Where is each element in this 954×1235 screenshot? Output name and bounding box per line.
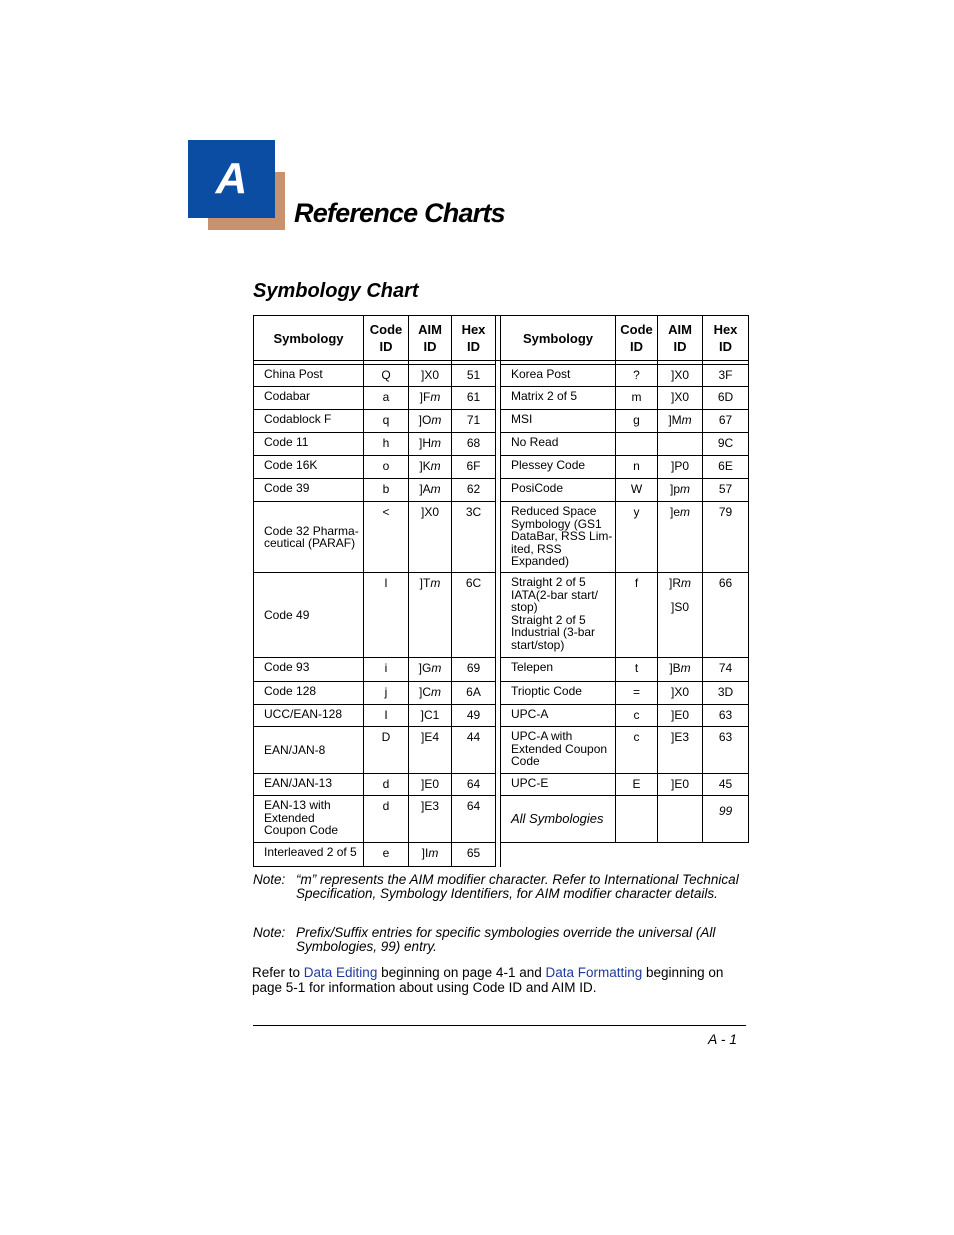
table-row	[254, 658, 749, 682]
aim-id: ]X0	[658, 365, 703, 387]
aim-id: ]X0	[409, 502, 452, 573]
aim-id: ]Om	[409, 410, 452, 433]
table-row	[254, 843, 749, 867]
table-row	[254, 774, 749, 796]
hex-id: 57	[703, 479, 749, 502]
aim-id: ]Tm	[409, 573, 452, 658]
code-id: n	[616, 456, 658, 479]
header-symbology-right: Symbology	[501, 316, 616, 361]
symbology-name-line: ited, RSS	[511, 541, 562, 556]
refer-paragraph	[252, 966, 752, 995]
aim-id: ]E4	[409, 727, 452, 774]
symbology-name: Code 16K	[254, 456, 364, 479]
symbology-name: UCC/EAN-128	[254, 705, 364, 727]
note-text: “m” represents the AIM modifier character. Refer to International Technical Specification, Symbology Identifiers, for AIM modifier character details.	[296, 872, 739, 901]
table-row	[254, 456, 749, 479]
symbology-name	[501, 573, 616, 658]
symbology-name: Code 128	[254, 682, 364, 705]
aim-id: ]C1	[409, 705, 452, 727]
table-row	[254, 502, 749, 573]
code-id: c	[616, 727, 658, 774]
symbology-name: MSI	[501, 410, 616, 433]
aim-modifier: m	[431, 685, 441, 699]
aim-id: ]E3	[409, 796, 452, 843]
code-id: I	[364, 705, 409, 727]
aim-id: ]E0	[658, 774, 703, 796]
code-id: Q	[364, 365, 409, 387]
header-aim-id-left: AIM ID	[409, 316, 452, 361]
symbology-name: Trioptic Code	[501, 682, 616, 705]
aim-id: ]X0	[409, 365, 452, 387]
symbology-name: PosiCode	[501, 479, 616, 502]
hex-id: 66	[703, 573, 749, 658]
code-id: q	[364, 410, 409, 433]
aim-id	[658, 796, 703, 843]
refer-text-1: Refer to	[252, 965, 304, 980]
aim-modifier: m	[681, 576, 691, 590]
chapter-title: Reference Charts	[294, 198, 505, 228]
aim-id: ]Am	[409, 479, 452, 502]
aim-id: ]Fm	[409, 387, 452, 410]
aim-id: ]E3	[658, 727, 703, 774]
symbology-name-line: IATA(2-bar start/	[511, 587, 598, 602]
aim-id: ]P0	[658, 456, 703, 479]
footer-rule	[253, 1025, 746, 1026]
symbology-name: All Symbologies	[501, 796, 616, 843]
hex-id: 44	[452, 727, 496, 774]
symbology-name-line: DataBar, RSS Lim-	[511, 529, 613, 543]
table-row	[254, 573, 749, 658]
code-id: e	[364, 843, 409, 867]
symbology-name-line: ceutical (PARAF)	[264, 536, 356, 550]
code-id: a	[364, 387, 409, 410]
table-row	[254, 705, 749, 727]
header-hex-id-right: Hex ID	[703, 316, 749, 361]
aim-id: ]E0	[658, 705, 703, 727]
aim-modifier: m	[430, 459, 441, 473]
aim-id: ]pm	[658, 479, 703, 502]
symbology-name	[501, 727, 616, 774]
table-row	[254, 410, 749, 433]
symbology-name-line: Industrial (3-bar	[511, 625, 596, 639]
symbology-name-line: Straight 2 of 5	[511, 612, 586, 627]
symbology-name: Codabar	[254, 387, 364, 410]
code-id: g	[616, 410, 658, 433]
hex-id: 61	[452, 387, 496, 410]
empty-cell	[616, 843, 658, 867]
symbology-name-line: EAN-13 with	[264, 798, 331, 812]
aim-id: ]em	[658, 502, 703, 573]
header-aim-id-right: AIM ID	[658, 316, 703, 361]
symbology-name-line: Extended Coupon	[511, 741, 608, 756]
table-row	[254, 796, 749, 843]
symbology-name-line: Coupon Code	[264, 823, 339, 837]
code-id: t	[616, 658, 658, 682]
aim-modifier: m	[681, 413, 692, 427]
symbology-name: Code 39	[254, 479, 364, 502]
symbology-name-line: Code 32 Pharma-	[264, 523, 359, 538]
hex-id: 49	[452, 705, 496, 727]
code-id: d	[364, 774, 409, 796]
symbology-name: EAN/JAN-13	[254, 774, 364, 796]
code-id: W	[616, 479, 658, 502]
hex-id: 3F	[703, 365, 749, 387]
empty-cell	[658, 843, 703, 867]
aim-id: ]Mm	[658, 410, 703, 433]
symbology-name: UPC-E	[501, 774, 616, 796]
section-title: Symbology Chart	[253, 280, 419, 302]
hex-id: 51	[452, 365, 496, 387]
symbology-name: Korea Post	[501, 365, 616, 387]
symbology-name-line: Code	[511, 754, 540, 768]
symbology-name	[501, 502, 616, 573]
code-id: f	[616, 573, 658, 658]
hex-id: 6A	[452, 682, 496, 705]
code-id: i	[364, 658, 409, 682]
symbology-name: China Post	[254, 365, 364, 387]
table-row	[254, 727, 749, 774]
hex-id: 9C	[703, 433, 749, 456]
code-id: <	[364, 502, 409, 573]
table-row	[254, 682, 749, 705]
aim-modifier: m	[430, 482, 441, 496]
symbology-name: Code 93	[254, 658, 364, 682]
aim-id: ]Rm ]S0	[658, 573, 703, 658]
aim-modifier: m	[430, 576, 441, 590]
symbology-name: Plessey Code	[501, 456, 616, 479]
symbology-name: Interleaved 2 of 5	[254, 843, 364, 867]
aim-id: ]Km	[409, 456, 452, 479]
symbology-name	[254, 502, 364, 573]
hex-id: 6D	[703, 387, 749, 410]
note-text: Prefix/Suffix entries for specific symbologies override the universal (All Symbologies, 99) entry.	[296, 925, 716, 954]
symbology-name: Code 11	[254, 433, 364, 456]
hex-id: 67	[703, 410, 749, 433]
symbology-name-line: stop)	[511, 600, 538, 614]
table-row	[254, 479, 749, 502]
code-id: m	[616, 387, 658, 410]
symbology-table	[253, 315, 749, 867]
code-id: ?	[616, 365, 658, 387]
hex-id: 63	[703, 727, 749, 774]
hex-id: 64	[452, 796, 496, 843]
hex-id: 6F	[452, 456, 496, 479]
hex-id: 71	[452, 410, 496, 433]
refer-text-2: beginning on page 4-1 and	[377, 965, 546, 980]
symbology-name-line: start/stop)	[511, 637, 565, 652]
chapter-letter-badge: A	[188, 140, 275, 218]
aim-modifier: m	[680, 661, 691, 675]
hex-id: 79	[703, 502, 749, 573]
hex-id: 64	[452, 774, 496, 796]
code-id: D	[364, 727, 409, 774]
hex-id: 3D	[703, 682, 749, 705]
hex-id: 74	[703, 658, 749, 682]
refer-text-3: beginning on page 5-1 for information about using Code ID and AIM ID.	[252, 965, 724, 995]
hex-id: 65	[452, 843, 496, 867]
header-symbology-left: Symbology	[254, 316, 364, 361]
symbology-name-line: Symbology (GS1	[511, 516, 602, 531]
aim-id: ]X0	[658, 682, 703, 705]
table-body	[254, 361, 749, 867]
symbology-name: Telepen	[501, 658, 616, 682]
aim-modifier: m	[431, 661, 442, 675]
symbology-name-line: Reduced Space	[511, 504, 597, 518]
data-formatting-link[interactable]: Data Formatting	[545, 965, 643, 980]
aim-id	[658, 433, 703, 456]
hex-id: 62	[452, 479, 496, 502]
symbology-name: No Read	[501, 433, 616, 456]
symbology-name: Matrix 2 of 5	[501, 387, 616, 410]
symbology-name	[254, 796, 364, 843]
header-code-id-left: Code ID	[364, 316, 409, 361]
aim-id-secondary: ]S0	[670, 600, 689, 614]
aim-modifier: m	[428, 846, 439, 860]
aim-id: ]Bm	[658, 658, 703, 682]
hex-id: 68	[452, 433, 496, 456]
aim-id: ]Hm	[409, 433, 452, 456]
empty-cell	[501, 843, 616, 867]
symbology-name-line: Expanded)	[511, 554, 570, 568]
aim-modifier: m	[680, 482, 690, 496]
table-header-row	[254, 316, 749, 361]
symbology-name-line: Straight 2 of 5	[511, 575, 586, 589]
note-label: Note:	[253, 925, 286, 940]
aim-modifier: m	[430, 390, 441, 404]
aim-id: ]E0	[409, 774, 452, 796]
aim-id: ]X0	[658, 387, 703, 410]
page-number: A - 1	[708, 1031, 738, 1047]
symbology-name: Code 49	[254, 573, 364, 658]
header-hex-id-left: Hex ID	[452, 316, 496, 361]
code-id: y	[616, 502, 658, 573]
symbology-name: UPC-A	[501, 705, 616, 727]
code-id: E	[616, 774, 658, 796]
code-id: j	[364, 682, 409, 705]
table-row	[254, 365, 749, 387]
hex-id: 45	[703, 774, 749, 796]
hex-id: 99	[703, 796, 749, 843]
code-id: h	[364, 433, 409, 456]
symbology-name: Codablock F	[254, 410, 364, 433]
hex-id: 63	[703, 705, 749, 727]
code-id: l	[364, 573, 409, 658]
aim-modifier: m	[431, 413, 442, 427]
data-editing-link[interactable]: Data Editing	[303, 965, 378, 980]
symbology-name-line: Extended	[264, 810, 315, 825]
note-label: Note:	[253, 872, 286, 887]
hex-id: 3C	[452, 502, 496, 573]
table-row	[254, 433, 749, 456]
symbology-name: EAN/JAN-8	[254, 727, 364, 774]
header-code-id-right: Code ID	[616, 316, 658, 361]
symbology-name-line: UPC-A with	[511, 729, 573, 743]
code-id: d	[364, 796, 409, 843]
table-row	[254, 387, 749, 410]
hex-id: 6C	[452, 573, 496, 658]
code-id: c	[616, 705, 658, 727]
code-id	[616, 796, 658, 843]
code-id: =	[616, 682, 658, 705]
code-id: b	[364, 479, 409, 502]
aim-id: ]Im	[409, 843, 452, 867]
empty-cell	[703, 843, 749, 867]
aim-id: ]Cm	[409, 682, 452, 705]
aim-modifier: m	[680, 505, 690, 519]
aim-id: ]Gm	[409, 658, 452, 682]
hex-id: 69	[452, 658, 496, 682]
code-id: o	[364, 456, 409, 479]
hex-id: 6E	[703, 456, 749, 479]
code-id	[616, 433, 658, 456]
aim-modifier: m	[431, 436, 441, 450]
